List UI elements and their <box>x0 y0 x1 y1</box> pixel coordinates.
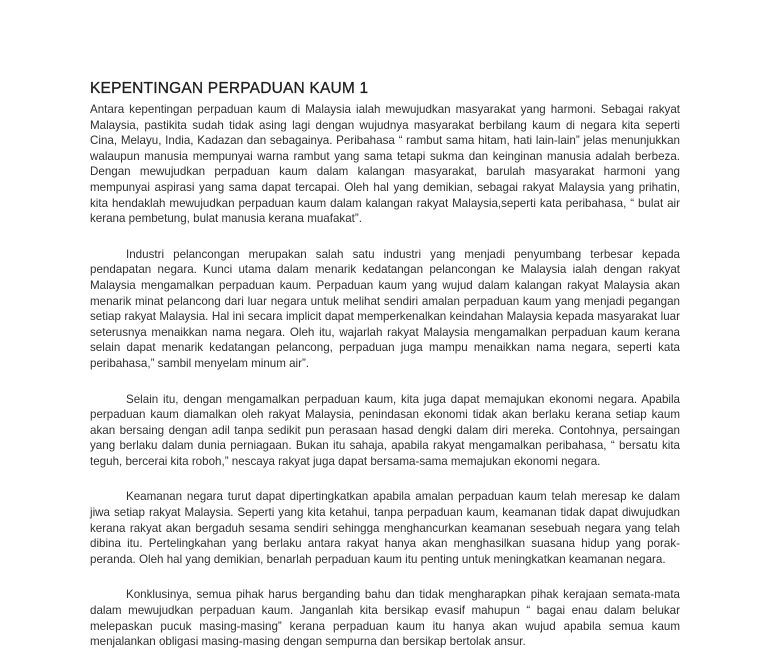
paragraph-economy: Selain itu, dengan mengamalkan perpaduan kaum, kita juga dapat memajukan ekonomi negara. Apabila perpaduan kaum diamalkan oleh rakyat Malaysia, penindasan ekonomi tidak akan berlaku kerana setiap kaum akan bersaing dengan adil tanpa sedikit pun perasaan hasad dengki dalam diri mereka. Contohnya, persaingan yang berlaku dalam dunia perniagaan. Bukan itu sahaja, apabila rakyat mengamalkan peribahasa, “ bersatu kita teguh, bercerai kita roboh,” nescaya rakyat juga dapat bersama-sama memajukan ekonomi negara. <box>90 392 680 468</box>
document-page <box>90 80 680 670</box>
paragraph-intro: Antara kepentingan perpaduan kaum di Malaysia ialah mewujudkan masyarakat yang harmoni. Sebagai rakyat Malaysia, pastikita sudah tidak asing lagi dengan wujudnya masyarakat berbilang kaum di negara kita seperti Cina, Melayu, India, Kadazan dan sebagainya. Peribahasa “ rambut sama hitam, hati lain-lain” jelas menunjukkan walaupun manusia mempunyai warna rambut yang sama tetapi sukma dan keinginan manusia adalah berbeza. Dengan mewujudkan perpaduan kaum dalam kalangan masyarakat, barulah masyarakat harmoni yang mempunyai aspirasi yang sama dapat tercapai. Oleh hal yang demikian, sebagai rakyat Malaysia yang prihatin, kita hendaklah mewujudkan perpaduan kaum dalam kalangan rakyat Malaysia,seperti kata peribahasa, “ bulat air kerana pembetung, bulat manusia kerana muafakat”. <box>90 103 680 226</box>
paragraph-tourism: Industri pelancongan merupakan salah satu industri yang menjadi penyumbang terbesar kepada pendapatan negara. Kunci utama dalam menarik kedatangan pelancongan ke Malaysia ialah dengan rakyat Malaysia mengamalkan perpaduan kaum. Perpaduan kaum yang wujud dalam kalangan rakyat Malaysia akan menarik minat pelancong dari luar negara untuk melihat sendiri amalan perpaduan kaum yang menjadi pegangan setiap rakyat Malaysia. Hal ini secara implicit dapat memperkenalkan keindahan Malaysia kepada masyarakat luar seterusnya menaikkan nama negara. Oleh itu, wajarlah rakyat Malaysia mengamalkan perpaduan kaum kerana selain dapat menarik kedatangan pelancong, perpaduan juga mampu menaikkan nama negara, seperti kata peribahasa,” sambil menyelam minum air”. <box>90 247 680 370</box>
document-title: KEPENTINGAN PERPADUAN KAUM 1 <box>90 80 369 97</box>
paragraph-conclusion: Konklusinya, semua pihak harus berganding bahu dan tidak mengharapkan pihak kerajaan semata-mata dalam mewujudkan perpaduan kaum. Janganlah kita bersikap evasif mahupun “ bagai enau dalam belukar melepaskan pucuk masing-masing” kerana perpaduan kaum itu hanya akan wujud apabila semua kaum menjalankan obligasi masing-masing dengan sempurna dan bersikap bertolak ansur. <box>90 588 680 649</box>
paragraph-security: Keamanan negara turut dapat dipertingkatkan apabila amalan perpaduan kaum telah meresap ke dalam jiwa setiap rakyat Malaysia. Seperti yang kita ketahui, tanpa perpaduan kaum, keamanan tidak dapat diwujudkan kerana rakyat akan bergaduh sesama sendiri sehingga menghancurkan keamanan sesebuah negara yang telah dibina itu. Pertelingkahan yang berlaku antara rakyat hanya akan menghasilkan suasana hidup yang porak-peranda. Oleh hal yang demikian, benarlah perpaduan kaum itu penting untuk meningkatkan keamanan negara. <box>90 490 680 566</box>
